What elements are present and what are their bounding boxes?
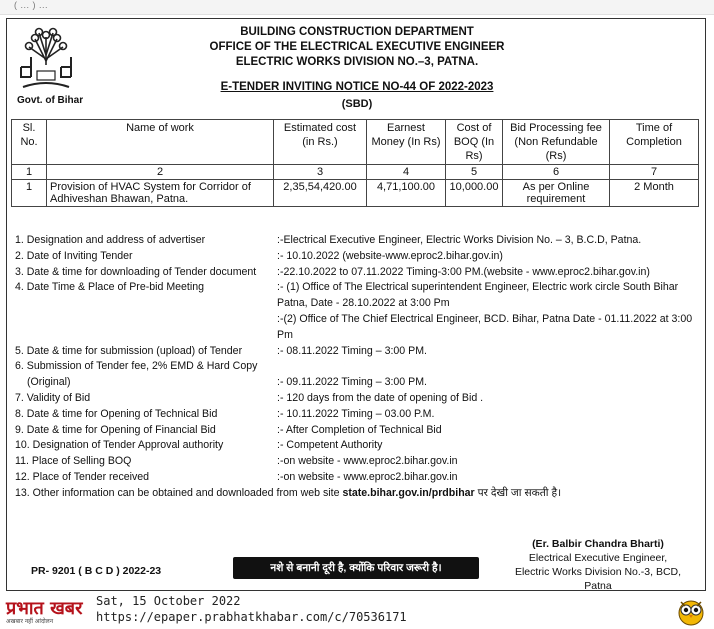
detail-label: 11. Place of Selling BOQ xyxy=(15,455,132,468)
header-line-3: ELECTRIC WORKS DIVISION NO.–3, PATNA. xyxy=(235,56,479,68)
list-item xyxy=(15,407,705,423)
detail-value: :- 08.11.2022 Timing – 3:00 PM. xyxy=(277,344,427,357)
detail-value: :-on website - www.eproc2.bihar.gov.in xyxy=(277,470,458,483)
logo-tagline: अखबार नहीं आंदोलन xyxy=(6,618,54,625)
prabhat-khabar-logo xyxy=(6,596,82,625)
cell-time-of-completion: 2 Month xyxy=(610,180,699,207)
notice-title: E-TENDER INVITING NOTICE NO-44 OF 2022-2023 xyxy=(220,81,494,93)
col-number: 3 xyxy=(274,165,367,180)
detail-label: 3. Date & time for downloading of Tender document xyxy=(15,265,257,278)
header-line-2: OFFICE OF THE ELECTRICAL EXECUTIVE ENGINEER xyxy=(209,41,505,53)
col-number: 1 xyxy=(12,165,47,180)
list-item xyxy=(15,265,705,281)
detail-label: 4. Date Time & Place of Pre-bid Meeting xyxy=(15,281,205,294)
col-header-sl-no: Sl. No. xyxy=(12,120,47,165)
detail-value: :-on website - www.eproc2.bihar.gov.in xyxy=(277,455,458,468)
epaper-footer xyxy=(0,592,714,629)
list-item xyxy=(15,344,705,360)
list-item xyxy=(15,423,705,439)
signatory-office: Electric Works Division No.-3, BCD, Patna xyxy=(514,566,682,592)
other-information-note xyxy=(15,486,705,502)
col-number: 5 xyxy=(446,165,503,180)
epaper-meta xyxy=(96,593,407,625)
cell-name-of-work: Provision of HVAC System for Corridor of Adhiveshan Bhawan, Patna. xyxy=(47,180,274,207)
list-item xyxy=(15,359,705,375)
tender-details-list xyxy=(15,233,705,502)
detail-value: :- After Completion of Technical Bid xyxy=(277,423,442,436)
list-item xyxy=(15,280,705,312)
detail-value: :- (1) Office of The Electrical superintendent Engineer, Electric work circle South Bihar Patna, Date - 28.10.2022 at 3:00 Pm xyxy=(277,281,679,310)
cell-bid-processing-fee: As per Online requirement xyxy=(503,180,610,207)
col-number: 2 xyxy=(47,165,274,180)
col-header-bid-processing-fee: Bid Processing fee (Non Refundable (Rs) xyxy=(503,120,610,165)
detail-label: (Original) xyxy=(27,376,71,389)
detail-value: :-Electrical Executive Engineer, Electric Works Division No. – 3, B.C.D, Patna. xyxy=(277,234,642,246)
list-item xyxy=(15,470,705,486)
cell-estimated-cost: 2,35,54,420.00 xyxy=(274,180,367,207)
detail-label: 2. Date of Inviting Tender xyxy=(15,249,133,262)
govt-of-bihar-caption: Govt. of Bihar xyxy=(17,95,84,106)
owl-mascot-icon xyxy=(676,596,706,626)
col-header-name-of-work: Name of work xyxy=(47,120,274,165)
detail-value xyxy=(277,359,705,375)
col-header-estimated-cost: Estimated cost (in Rs.) xyxy=(274,120,367,165)
cell-sl-no: 1 xyxy=(12,180,47,207)
detail-label: 1. Designation and address of advertiser xyxy=(15,234,206,246)
table-row xyxy=(12,180,699,207)
top-strip-text: ( ... ) ... xyxy=(14,0,48,10)
signature-block xyxy=(503,537,693,593)
anti-drug-slogan: नशे से बनानी दूरी है, क्योंकि परिवार जरूरी है। xyxy=(233,557,479,579)
col-header-cost-of-boq: Cost of BOQ (In Rs) xyxy=(446,120,503,165)
detail-label: 9. Date & time for Opening of Financial Bid xyxy=(15,423,216,436)
col-number: 6 xyxy=(503,165,610,180)
col-number: 4 xyxy=(367,165,446,180)
cell-earnest-money: 4,71,100.00 xyxy=(367,180,446,207)
list-item xyxy=(15,438,705,454)
note-suffix: पर देखी जा सकती है। xyxy=(474,486,562,499)
detail-label: 12. Place of Tender received xyxy=(15,470,150,483)
detail-label: 5. Date & time for submission (upload) of Tender xyxy=(15,344,243,357)
detail-label: 8. Date & time for Opening of Technical Bid xyxy=(15,407,218,420)
list-item xyxy=(15,312,705,344)
sbd-label: (SBD) xyxy=(341,98,373,110)
table-header-row xyxy=(12,120,699,165)
signatory-title: Electrical Executive Engineer, xyxy=(528,552,668,564)
detail-value: :- Competent Authority xyxy=(277,439,383,452)
list-item xyxy=(15,249,705,265)
note-website: state.bihar.gov.in/prdbihar xyxy=(342,486,475,499)
top-cut-strip xyxy=(0,0,714,15)
detail-value: :- 10.11.2022 Timing – 03.00 P.M. xyxy=(277,407,435,420)
detail-value: :- 120 days from the date of opening of Bid . xyxy=(277,391,484,404)
col-header-earnest-money: Earnest Money (In Rs) xyxy=(367,120,446,165)
list-item xyxy=(15,454,705,470)
detail-label: 10. Designation of Tender Approval authority xyxy=(15,439,224,452)
detail-label: 7. Validity of Bid xyxy=(15,391,91,404)
list-item xyxy=(15,375,705,391)
signatory-name: (Er. Balbir Chandra Bharti) xyxy=(532,538,664,550)
cell-cost-of-boq: 10,000.00 xyxy=(446,180,503,207)
column-number-row xyxy=(12,165,699,180)
detail-label: 6. Submission of Tender fee, 2% EMD & Hard Copy xyxy=(15,360,258,373)
logo-text: प्रभात खबर xyxy=(6,598,83,619)
bihar-emblem-icon xyxy=(17,25,75,95)
tender-notice xyxy=(6,18,706,591)
pr-number: PR- 9201 ( B C D ) 2022-23 xyxy=(31,565,162,577)
detail-value: :-22.10.2022 to 07.11.2022 Timing-3:00 PM.(website - www.eproc2.bihar.gov.in) xyxy=(277,265,650,278)
list-item xyxy=(15,233,705,249)
works-table xyxy=(11,119,699,207)
epaper-url[interactable]: https://epaper.prabhatkhabar.com/c/70536171 xyxy=(96,610,407,624)
detail-value: :- 09.11.2022 Timing – 3:00 PM. xyxy=(277,376,427,389)
detail-value: :-(2) Office of The Chief Electrical Engineer, BCD. Bihar, Patna Date - 01.11.2022 at 3:00 Pm xyxy=(277,312,693,341)
list-item xyxy=(15,391,705,407)
detail-label xyxy=(15,312,277,344)
department-header xyxy=(97,25,617,70)
note-prefix: 13. Other information can be obtained and downloaded from web site xyxy=(15,486,343,499)
detail-value: :- 10.10.2022 (website-www.eproc2.bihar.gov.in) xyxy=(277,249,503,262)
edition-date: Sat, 15 October 2022 xyxy=(96,594,241,608)
header-line-1: BUILDING CONSTRUCTION DEPARTMENT xyxy=(240,26,474,38)
col-header-time-of-completion: Time of Completion xyxy=(610,120,699,165)
col-number: 7 xyxy=(610,165,699,180)
